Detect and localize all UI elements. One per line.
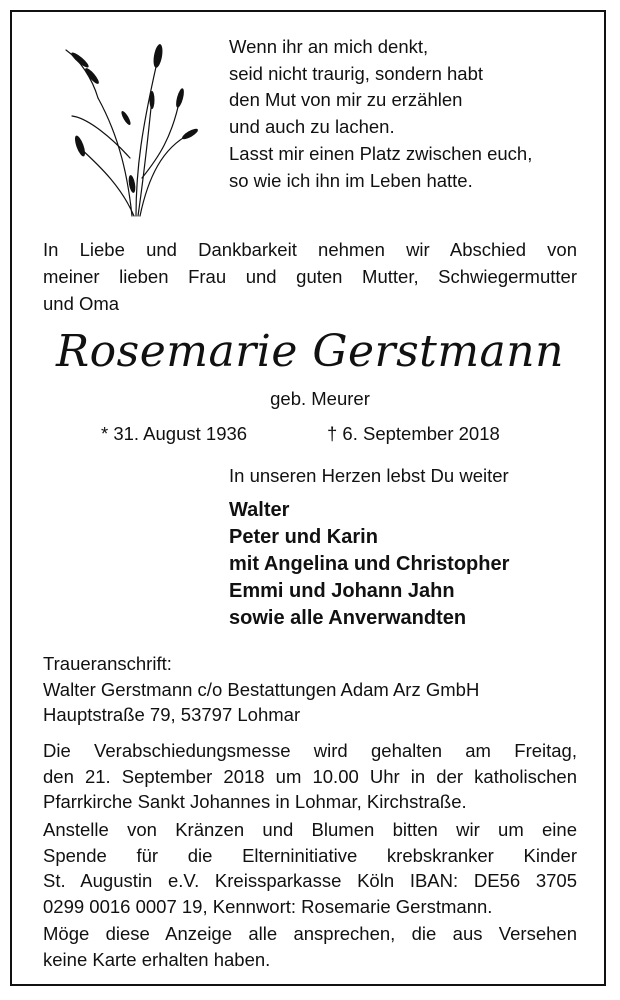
- poem: [229, 34, 589, 194]
- family-member: Walter: [229, 499, 290, 521]
- poem-line: Lasst mir einen Platz zwischen euch,: [229, 142, 533, 164]
- mass-line: Die Verabschiedungsmesse wird gehalten am Freitag,: [43, 740, 577, 761]
- poem-line: den Mut von mir zu erzählen: [229, 89, 463, 111]
- wheat-icon: [62, 38, 202, 218]
- mass-line: Pfarrkirche Sankt Johannes in Lohmar, Kirchstraße.: [43, 791, 467, 812]
- donation-line: Spende für die Elterninitiative krebskranker Kinder: [43, 844, 577, 866]
- mass-line: den 21. September 2018 um 10.00 Uhr in der katholischen: [43, 765, 577, 787]
- family-member: Peter und Karin: [229, 526, 378, 548]
- intro-line: In Liebe und Dankbarkeit nehmen wir Abschied von: [43, 239, 577, 260]
- family-member: sowie alle Anverwandten: [229, 607, 467, 629]
- family-member: mit Angelina und Christopher: [229, 553, 510, 575]
- family-member: Emmi und Johann Jahn: [229, 580, 455, 602]
- intro-line: und Oma: [43, 293, 120, 314]
- birth-date: * 31. August 1936: [101, 423, 248, 444]
- address-line: Traueranschrift:: [43, 653, 172, 674]
- poem-line: so wie ich ihn im Leben hatte.: [229, 169, 473, 191]
- address-line: Hauptstraße 79, 53797 Lohmar: [43, 704, 301, 725]
- card-note: [43, 921, 577, 972]
- donation-line: St. Augustin e.V. Kreissparkasse Köln IBAN: DE56 3705: [43, 870, 577, 891]
- card-note-line: Möge diese Anzeige alle ansprechen, die aus Versehen: [43, 923, 577, 944]
- address-line: Walter Gerstmann c/o Bestattungen Adam Arz GmbH: [43, 678, 480, 700]
- intro-line: meiner lieben Frau und guten Mutter, Schwiegermutter: [43, 266, 577, 287]
- farewell-intro: [43, 236, 577, 317]
- poem-line: Wenn ihr an mich denkt,: [229, 36, 429, 57]
- poem-line: und auch zu lachen.: [229, 116, 395, 138]
- maiden-name: geb. Meurer: [270, 388, 370, 409]
- card-note-line: keine Karte erhalten haben.: [43, 948, 271, 970]
- mourning-address: [43, 651, 577, 728]
- donation-line: Anstelle von Kränzen und Blumen bitten wir um eine: [43, 819, 577, 840]
- family-intro: In unseren Herzen lebst Du weiter: [229, 465, 509, 486]
- death-date: † 6. September 2018: [327, 423, 500, 444]
- donation-info: [43, 817, 577, 919]
- deceased-name: Rosemarie Gerstmann: [56, 326, 564, 377]
- family-members: [229, 497, 509, 632]
- funeral-mass-info: [43, 738, 577, 815]
- poem-line: seid nicht traurig, sondern habt: [229, 62, 484, 84]
- donation-line: 0299 0016 0007 19, Kennwort: Rosemarie Gerstmann.: [43, 895, 493, 917]
